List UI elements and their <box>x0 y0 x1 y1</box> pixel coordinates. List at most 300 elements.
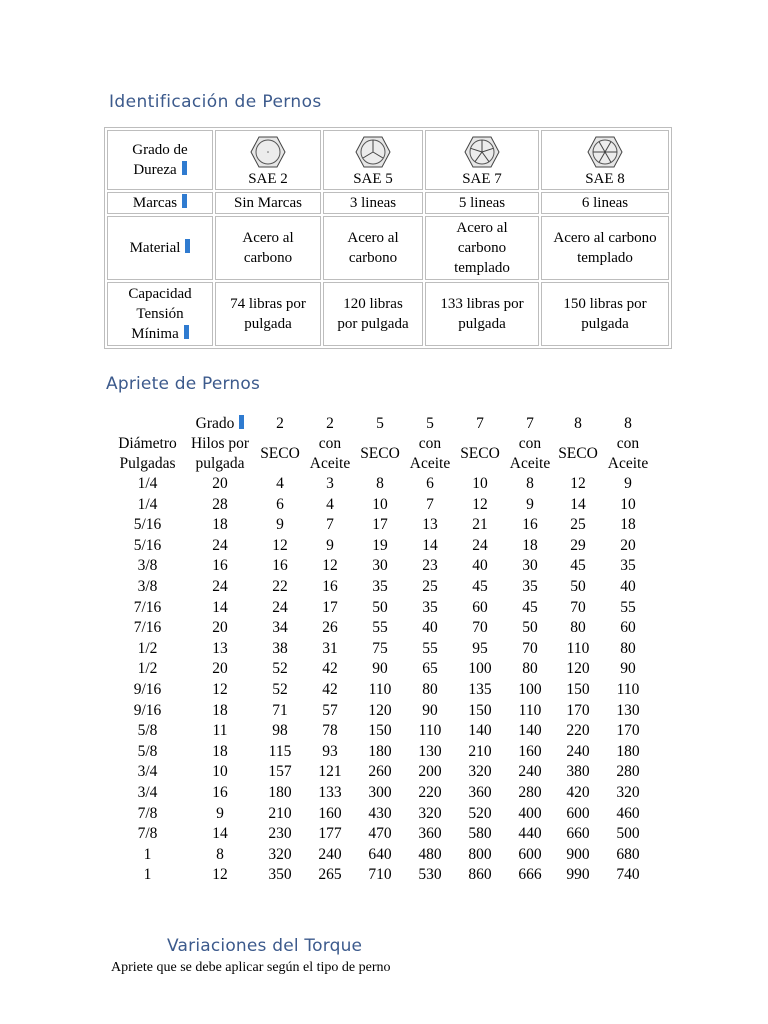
material-cell <box>425 216 539 280</box>
threads-cell: 28 <box>212 495 228 513</box>
marks-header-cell <box>107 192 213 214</box>
torque-cell: 23 <box>422 557 438 575</box>
torque-cell: 7 <box>326 516 334 534</box>
torque-cell: 40 <box>472 557 488 575</box>
torque-cell: 100 <box>518 680 542 698</box>
condition-header <box>405 434 455 474</box>
torque-cell: 17 <box>372 516 388 534</box>
capacity-line: pulgada <box>244 316 292 332</box>
torque-table-body <box>110 474 655 886</box>
torque-cell: 170 <box>566 701 590 719</box>
condition-line: con <box>418 435 442 452</box>
torque-cell: 170 <box>616 722 640 740</box>
torque-cell: 150 <box>566 680 590 698</box>
grade-label-sae2: SAE 2 <box>248 171 288 187</box>
torque-variations-title: Variaciones del Torque <box>167 936 363 956</box>
grade-label-sae8: SAE 8 <box>585 171 625 187</box>
torque-cell: 42 <box>322 660 338 678</box>
torque-cell: 40 <box>422 619 438 637</box>
torque-cell: 90 <box>620 660 636 678</box>
condition-header <box>305 434 355 474</box>
torque-cell: 9 <box>326 536 334 554</box>
torque-cell: 860 <box>468 866 492 884</box>
grade-label-sae5: SAE 5 <box>353 171 393 187</box>
threads-header <box>185 434 255 474</box>
table-row <box>110 659 655 680</box>
torque-cell: 9 <box>624 475 632 492</box>
torque-cell: 24 <box>472 536 488 554</box>
torque-cell: 16 <box>322 577 338 595</box>
torque-cell: 30 <box>522 557 538 575</box>
torque-cell: 530 <box>418 866 442 884</box>
diameter-cell: 7/16 <box>133 598 162 616</box>
table-row <box>110 536 655 557</box>
torque-cell: 52 <box>272 660 288 678</box>
threads-cell: 8 <box>216 845 224 863</box>
torque-cell: 110 <box>368 680 392 698</box>
material-line: carbono <box>457 240 507 256</box>
torque-cell: 320 <box>616 783 640 801</box>
torque-cell: 80 <box>422 680 438 698</box>
threads-header-line: Hilos por <box>190 435 250 452</box>
table-row <box>110 556 655 577</box>
threads-cell: 14 <box>212 598 228 616</box>
torque-cell: 52 <box>272 680 288 698</box>
torque-cell: 93 <box>322 742 338 760</box>
torque-cell: 360 <box>468 783 492 801</box>
material-cell <box>541 216 669 280</box>
capacity-line: 133 libras por <box>440 296 524 312</box>
condition-header <box>455 434 505 474</box>
torque-cell: 800 <box>468 845 492 863</box>
torque-cell: 140 <box>468 722 492 740</box>
torque-cell: 8 <box>526 475 534 492</box>
torque-cell: 70 <box>472 619 488 637</box>
table-row <box>110 680 655 701</box>
torque-cell: 70 <box>570 598 586 616</box>
grade-cell-sae5 <box>323 130 423 190</box>
torque-cell: 240 <box>566 742 590 760</box>
grade-label-sae7: SAE 7 <box>462 171 502 187</box>
torque-cell: 470 <box>368 825 392 843</box>
capacity-header-line: Mínima <box>131 326 179 342</box>
torque-cell: 160 <box>518 742 542 760</box>
torque-cell: 240 <box>318 845 342 863</box>
torque-cell: 60 <box>620 619 636 637</box>
torque-cell: 400 <box>518 804 542 822</box>
torque-cell: 60 <box>472 598 488 616</box>
threads-header-line: pulgada <box>195 455 245 472</box>
condition-line: con <box>518 435 542 452</box>
torque-cell: 230 <box>268 825 292 843</box>
diameter-cell: 1/2 <box>137 639 158 657</box>
material-line: carbono <box>243 250 293 266</box>
torque-cell: 80 <box>620 639 636 657</box>
grade-label-cell <box>185 414 255 434</box>
torque-cell: 110 <box>418 722 442 740</box>
condition-line: Aceite <box>607 455 649 472</box>
torque-cell: 740 <box>616 866 640 884</box>
torque-cell: 900 <box>566 845 590 863</box>
marks-header-label: Marcas <box>132 195 178 211</box>
capacity-cell <box>215 282 321 346</box>
grade-header-cell <box>107 130 213 190</box>
torque-cell: 24 <box>272 598 288 616</box>
table-row <box>110 762 655 783</box>
torque-cell: 115 <box>268 742 292 760</box>
torque-cell: 38 <box>272 639 288 657</box>
grade-number: 7 <box>476 415 484 432</box>
torque-cell: 110 <box>616 680 640 698</box>
material-line: templado <box>454 260 510 276</box>
grade-label: Grado <box>195 415 235 432</box>
torque-cell: 220 <box>418 783 442 801</box>
condition-line: SECO <box>360 445 400 462</box>
torque-cell: 22 <box>272 577 288 595</box>
torque-cell: 180 <box>368 742 392 760</box>
torque-cell: 70 <box>522 639 538 657</box>
torque-cell: 20 <box>620 536 636 554</box>
capacity-cell <box>425 282 539 346</box>
threads-cell: 18 <box>212 516 228 534</box>
torque-cell: 240 <box>518 763 542 781</box>
torque-cell: 640 <box>368 845 392 863</box>
condition-line: SECO <box>558 445 598 462</box>
material-line: Acero al <box>242 230 294 246</box>
torque-cell: 16 <box>522 516 538 534</box>
bolt-id-table <box>104 127 672 349</box>
blue-marker-icon <box>182 161 187 175</box>
torque-cell: 360 <box>418 825 442 843</box>
torque-cell: 380 <box>566 763 590 781</box>
grade-number: 2 <box>276 415 284 432</box>
torque-cell: 710 <box>368 866 392 884</box>
table-row <box>110 824 655 845</box>
torque-cell: 320 <box>418 804 442 822</box>
torque-cell: 55 <box>422 639 438 657</box>
threads-cell: 12 <box>212 866 228 884</box>
material-line: Acero al <box>347 230 399 246</box>
torque-cell: 75 <box>372 639 388 657</box>
torque-cell: 18 <box>620 516 636 534</box>
torque-cell: 157 <box>268 763 292 781</box>
torque-cell: 120 <box>566 660 590 678</box>
marks-cell: 5 lineas <box>425 192 539 214</box>
torque-cell: 350 <box>268 866 292 884</box>
torque-cell: 580 <box>468 825 492 843</box>
torque-cell: 180 <box>268 783 292 801</box>
hex-bolt-3-lines-icon <box>355 135 391 169</box>
diameter-cell: 5/16 <box>133 536 162 554</box>
torque-cell: 50 <box>372 598 388 616</box>
torque-cell: 25 <box>570 516 586 534</box>
torque-cell: 30 <box>372 557 388 575</box>
torque-cell: 71 <box>272 701 288 719</box>
torque-cell: 65 <box>422 660 438 678</box>
hex-bolt-6-lines-icon <box>587 135 623 169</box>
torque-cell: 12 <box>472 495 488 513</box>
condition-header <box>255 434 305 474</box>
torque-cell: 480 <box>418 845 442 863</box>
torque-cell: 150 <box>368 722 392 740</box>
diameter-cell: 1/4 <box>137 495 158 513</box>
table-row <box>110 845 655 866</box>
torque-cell: 990 <box>566 866 590 884</box>
condition-line: Aceite <box>309 455 351 472</box>
marks-cell: 3 lineas <box>323 192 423 214</box>
diameter-cell: 9/16 <box>133 701 162 719</box>
bolt-tightening-title: Apriete de Pernos <box>106 374 261 394</box>
threads-cell: 20 <box>212 660 228 678</box>
torque-cell: 14 <box>422 536 438 554</box>
torque-cell: 140 <box>518 722 542 740</box>
torque-cell: 98 <box>272 722 288 740</box>
empty-header-cell <box>110 414 185 434</box>
grade-number: 2 <box>326 415 334 432</box>
grade-row <box>110 414 655 434</box>
capacity-header-line: Capacidad <box>128 286 192 302</box>
torque-cell: 26 <box>322 619 338 637</box>
grade-number: 5 <box>426 415 434 432</box>
torque-cell: 29 <box>570 536 586 554</box>
torque-cell: 420 <box>566 783 590 801</box>
torque-cell: 440 <box>518 825 542 843</box>
capacity-line: pulgada <box>581 316 629 332</box>
torque-cell: 121 <box>318 763 342 781</box>
material-cell <box>323 216 423 280</box>
torque-cell: 6 <box>276 495 284 513</box>
torque-cell: 220 <box>566 722 590 740</box>
torque-cell: 6 <box>426 475 434 492</box>
table-row <box>110 742 655 763</box>
condition-header <box>355 434 405 474</box>
marks-cell: Sin Marcas <box>215 192 321 214</box>
torque-cell: 660 <box>566 825 590 843</box>
torque-cell: 55 <box>620 598 636 616</box>
torque-cell: 42 <box>322 680 338 698</box>
diameter-header-line: Diámetro <box>118 435 177 452</box>
torque-cell: 130 <box>616 701 640 719</box>
diameter-cell: 9/16 <box>133 680 162 698</box>
table-row <box>110 618 655 639</box>
capacity-line: 150 libras por <box>563 296 647 312</box>
hex-bolt-no-marks-icon <box>250 135 286 169</box>
blue-marker-icon <box>185 239 190 253</box>
torque-cell: 95 <box>472 639 488 657</box>
torque-cell: 180 <box>616 742 640 760</box>
grade-header-line2: Dureza <box>133 162 177 178</box>
grade-number: 7 <box>526 415 534 432</box>
torque-cell: 16 <box>272 557 288 575</box>
torque-cell: 500 <box>616 825 640 843</box>
threads-cell: 20 <box>212 475 228 492</box>
torque-cell: 4 <box>276 475 284 492</box>
torque-cell: 680 <box>616 845 640 863</box>
torque-cell: 177 <box>318 825 342 843</box>
blue-marker-icon <box>182 194 187 208</box>
diameter-cell: 3/4 <box>137 783 158 801</box>
torque-cell: 57 <box>322 701 338 719</box>
torque-cell: 430 <box>368 804 392 822</box>
table-row <box>110 495 655 516</box>
torque-cell: 9 <box>276 516 284 534</box>
torque-cell: 17 <box>322 598 338 616</box>
condition-line: Aceite <box>409 455 451 472</box>
torque-cell: 135 <box>468 680 492 698</box>
bolt-id-title: Identificación de Pernos <box>109 92 322 112</box>
torque-cell: 50 <box>570 577 586 595</box>
condition-line: SECO <box>460 445 500 462</box>
torque-cell: 600 <box>566 804 590 822</box>
torque-cell: 12 <box>272 536 288 554</box>
torque-cell: 600 <box>518 845 542 863</box>
threads-cell: 18 <box>212 701 228 719</box>
torque-cell: 3 <box>326 475 334 492</box>
table-row <box>110 783 655 804</box>
table-row <box>110 598 655 619</box>
torque-cell: 78 <box>322 722 338 740</box>
table-row <box>110 515 655 536</box>
capacity-line: 74 libras por <box>230 296 306 312</box>
torque-cell: 10 <box>620 495 636 513</box>
capacity-header-line: Tensión <box>136 306 184 322</box>
threads-cell: 24 <box>212 536 228 554</box>
diameter-cell: 7/16 <box>133 619 162 637</box>
torque-cell: 8 <box>376 475 384 492</box>
table-row <box>110 804 655 825</box>
torque-cell: 320 <box>468 763 492 781</box>
threads-cell: 9 <box>216 804 224 822</box>
marks-cell: 6 lineas <box>541 192 669 214</box>
torque-cell: 34 <box>272 619 288 637</box>
grade-number: 8 <box>624 415 632 432</box>
diameter-cell: 7/8 <box>137 804 158 822</box>
torque-cell: 280 <box>518 783 542 801</box>
diameter-cell: 1 <box>143 866 152 884</box>
torque-cell: 45 <box>570 557 586 575</box>
material-line: carbono <box>348 250 398 266</box>
torque-cell: 520 <box>468 804 492 822</box>
condition-line: con <box>616 435 640 452</box>
torque-cell: 460 <box>616 804 640 822</box>
threads-cell: 18 <box>212 742 228 760</box>
condition-header <box>555 434 601 474</box>
torque-cell: 35 <box>372 577 388 595</box>
blue-marker-icon <box>239 415 244 429</box>
grade-cell-sae7 <box>425 130 539 190</box>
torque-cell: 90 <box>422 701 438 719</box>
table-row <box>110 474 655 495</box>
capacity-cell <box>541 282 669 346</box>
torque-cell: 130 <box>418 742 442 760</box>
torque-cell: 55 <box>372 619 388 637</box>
torque-cell: 14 <box>570 495 586 513</box>
condition-row <box>110 434 655 474</box>
diameter-header-line: Pulgadas <box>119 455 176 472</box>
table-row <box>110 577 655 598</box>
diameter-cell: 5/16 <box>133 516 162 534</box>
capacity-line: por pulgada <box>337 316 409 332</box>
material-line: templado <box>577 250 633 266</box>
torque-cell: 160 <box>318 804 342 822</box>
torque-cell: 133 <box>318 783 342 801</box>
torque-cell: 80 <box>570 619 586 637</box>
torque-cell: 210 <box>268 804 292 822</box>
table-row <box>110 865 655 886</box>
diameter-cell: 3/4 <box>137 763 158 781</box>
torque-cell: 19 <box>372 536 388 554</box>
torque-cell: 7 <box>426 495 434 513</box>
torque-variations-subtitle: Apriete que se debe aplicar según el tipo de perno <box>111 960 391 975</box>
blue-marker-icon <box>184 325 189 339</box>
torque-cell: 210 <box>468 742 492 760</box>
torque-cell: 80 <box>522 660 538 678</box>
threads-cell: 24 <box>212 577 228 595</box>
grade-cell-sae2 <box>215 130 321 190</box>
torque-cell: 300 <box>368 783 392 801</box>
diameter-cell: 7/8 <box>137 825 158 843</box>
torque-cell: 200 <box>418 763 442 781</box>
material-header-cell <box>107 216 213 280</box>
condition-line: SECO <box>260 445 300 462</box>
torque-cell: 10 <box>472 475 488 492</box>
condition-header <box>601 434 655 474</box>
torque-cell: 320 <box>268 845 292 863</box>
threads-cell: 16 <box>212 557 228 575</box>
material-line: Acero al carbono <box>553 230 657 246</box>
hex-bolt-5-lines-icon <box>464 135 500 169</box>
table-row <box>110 639 655 660</box>
capacity-line: 120 libras <box>343 296 403 312</box>
torque-cell: 4 <box>326 495 334 513</box>
material-line: Acero al <box>456 220 508 236</box>
threads-cell: 11 <box>212 722 228 740</box>
diameter-cell: 3/8 <box>137 557 158 575</box>
threads-cell: 16 <box>212 783 228 801</box>
capacity-cell <box>323 282 423 346</box>
capacity-line: pulgada <box>458 316 506 332</box>
grade-number: 5 <box>376 415 384 432</box>
grade-number: 8 <box>574 415 582 432</box>
capacity-header-cell <box>107 282 213 346</box>
diameter-cell: 5/8 <box>137 722 158 740</box>
table-row <box>110 721 655 742</box>
torque-cell: 90 <box>372 660 388 678</box>
threads-cell: 20 <box>212 619 228 637</box>
torque-cell: 260 <box>368 763 392 781</box>
torque-cell: 12 <box>322 557 338 575</box>
diameter-header <box>110 434 185 474</box>
threads-cell: 10 <box>212 763 228 781</box>
torque-cell: 45 <box>522 598 538 616</box>
torque-cell: 120 <box>368 701 392 719</box>
torque-cell: 280 <box>616 763 640 781</box>
torque-cell: 45 <box>472 577 488 595</box>
grade-header-line1: Grado de <box>132 142 188 158</box>
table-row <box>110 701 655 722</box>
torque-cell: 18 <box>522 536 538 554</box>
torque-cell: 35 <box>620 557 636 575</box>
torque-cell: 21 <box>472 516 488 534</box>
torque-cell: 9 <box>526 495 534 513</box>
torque-cell: 10 <box>372 495 388 513</box>
torque-cell: 110 <box>518 701 542 719</box>
torque-cell: 35 <box>422 598 438 616</box>
torque-cell: 31 <box>322 639 338 657</box>
diameter-cell: 5/8 <box>137 742 158 760</box>
diameter-cell: 1/2 <box>137 660 158 678</box>
torque-cell: 12 <box>570 475 586 492</box>
